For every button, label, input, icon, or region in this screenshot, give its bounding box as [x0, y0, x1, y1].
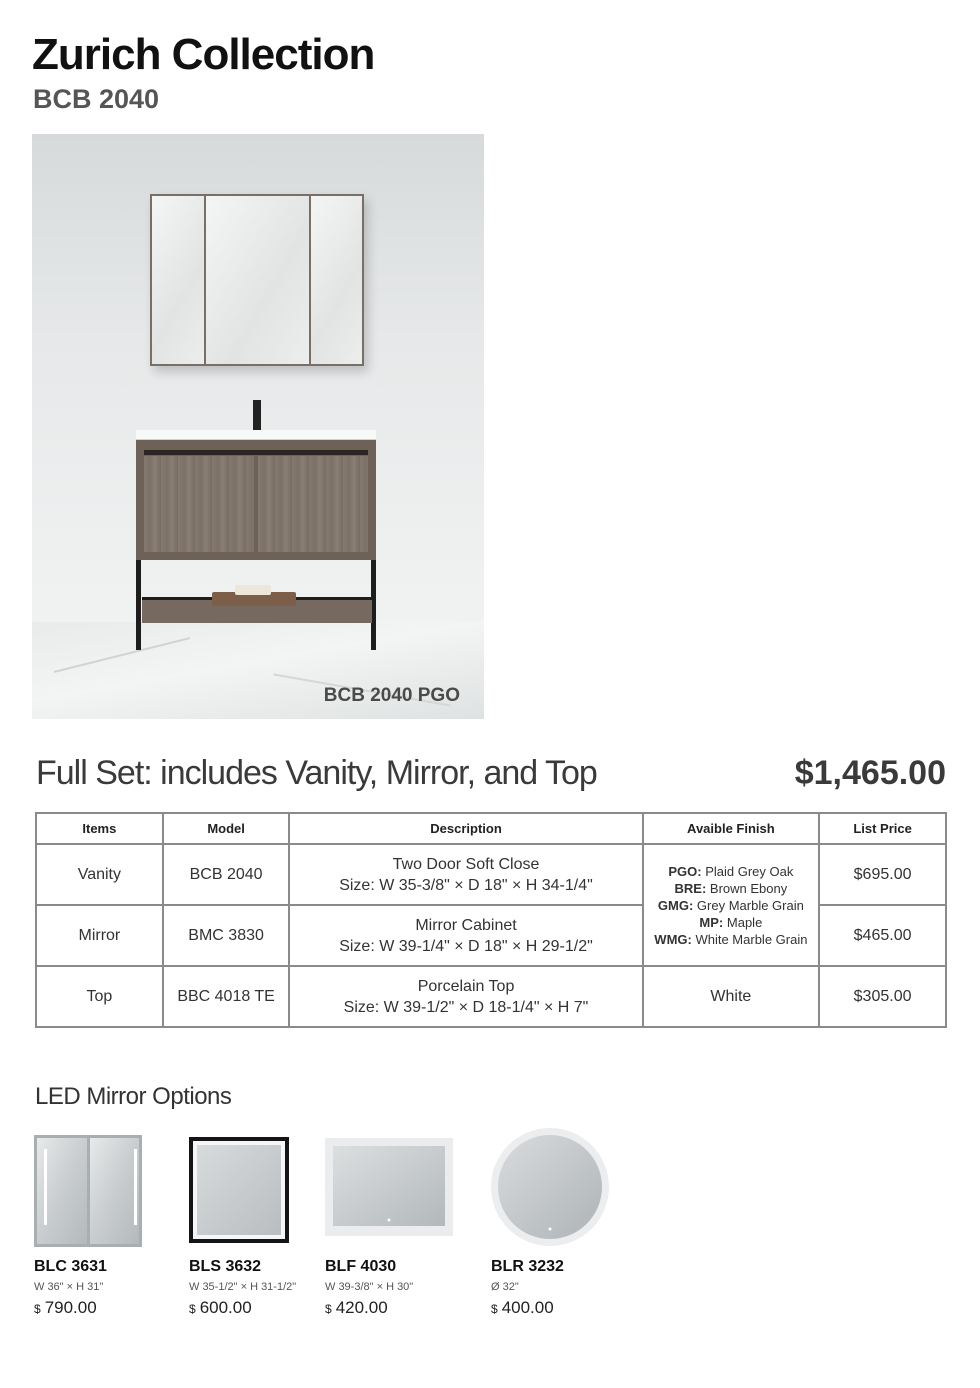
cell-price: $465.00	[819, 905, 946, 966]
cell-item: Top	[36, 966, 163, 1027]
led-dimensions: Ø 32"	[491, 1281, 519, 1293]
collection-title: Zurich Collection	[32, 30, 375, 79]
led-price: $ 790.00	[34, 1298, 97, 1317]
cell-description	[289, 905, 642, 966]
product-image	[32, 134, 484, 719]
cell-finish-list	[643, 844, 820, 966]
led-round-mirror-image	[489, 1126, 611, 1248]
header-model: Model	[163, 813, 290, 844]
finish-item: PGO: Plaid Grey Oak	[668, 863, 794, 879]
table-row	[36, 844, 946, 905]
header-finish: Avaible Finish	[643, 813, 820, 844]
full-set-price: $1,465.00	[794, 754, 946, 792]
desc-size: Size: W 39-1/4" × D 18" × H 29-1/2"	[339, 937, 593, 955]
led-model-code: BLF 4030	[325, 1258, 397, 1275]
led-mirror-cabinet-image	[34, 1135, 142, 1247]
led-price: $ 400.00	[491, 1298, 554, 1317]
mirror-panel	[206, 196, 309, 364]
vanity-image	[136, 440, 376, 560]
header-description: Description	[289, 813, 642, 844]
header-items: Items	[36, 813, 163, 844]
led-frameless-mirror-image	[325, 1138, 453, 1236]
image-caption: BCB 2040 PGO	[323, 685, 460, 706]
led-price: $ 420.00	[325, 1298, 388, 1317]
cell-description	[289, 844, 642, 905]
cell-item: Mirror	[36, 905, 163, 966]
led-options-heading: LED Mirror Options	[35, 1083, 232, 1110]
cell-finish: White	[643, 966, 820, 1027]
cell-price: $305.00	[819, 966, 946, 1027]
led-model-code: BLC 3631	[34, 1258, 107, 1275]
cell-description	[289, 966, 642, 1027]
desc-title: Mirror Cabinet	[415, 916, 517, 934]
led-dimensions: W 36" × H 31"	[34, 1281, 104, 1293]
mirror-panel	[311, 196, 363, 364]
table-header-row	[36, 813, 946, 844]
desc-title: Two Door Soft Close	[392, 855, 540, 873]
cell-price: $695.00	[819, 844, 946, 905]
desc-size: Size: W 35-3/8" × D 18" × H 34-1/4"	[339, 876, 593, 894]
vanity-handle	[144, 450, 368, 455]
cell-model: BBC 4018 TE	[163, 966, 290, 1027]
led-dimensions: W 39-3/8" × H 30"	[325, 1281, 414, 1293]
vanity-leg	[136, 560, 141, 650]
soap-image	[235, 585, 271, 595]
led-model-code: BLR 3232	[491, 1258, 564, 1275]
faucet-image	[253, 400, 261, 432]
full-set-label: Full Set: includes Vanity, Mirror, and Top	[36, 754, 597, 792]
finish-item: WMG: White Marble Grain	[654, 931, 808, 947]
cell-item: Vanity	[36, 844, 163, 905]
led-framed-mirror-image	[189, 1137, 289, 1243]
led-model-code: BLS 3632	[189, 1258, 262, 1275]
table-row	[36, 966, 946, 1027]
led-dimensions: W 35-1/2" × H 31-1/2"	[189, 1281, 297, 1293]
desc-size: Size: W 39-1/2" × D 18-1/4" × H 7"	[343, 998, 589, 1016]
cell-model: BCB 2040	[163, 844, 290, 905]
countertop-image	[136, 430, 376, 440]
header-list-price: List Price	[819, 813, 946, 844]
led-price: $ 600.00	[189, 1298, 252, 1317]
vanity-door	[258, 456, 368, 552]
cell-model: BMC 3830	[163, 905, 290, 966]
finish-item: GMG: Grey Marble Grain	[657, 897, 804, 913]
finish-item: MP: Maple	[699, 914, 763, 930]
model-subtitle: BCB 2040	[33, 84, 160, 114]
vanity-door	[144, 456, 254, 552]
price-table	[35, 812, 947, 1028]
mirror-cabinet-image	[150, 194, 364, 366]
mirror-panel	[152, 196, 204, 364]
desc-title: Porcelain Top	[417, 977, 515, 995]
finish-item: BRE: Brown Ebony	[674, 880, 788, 896]
